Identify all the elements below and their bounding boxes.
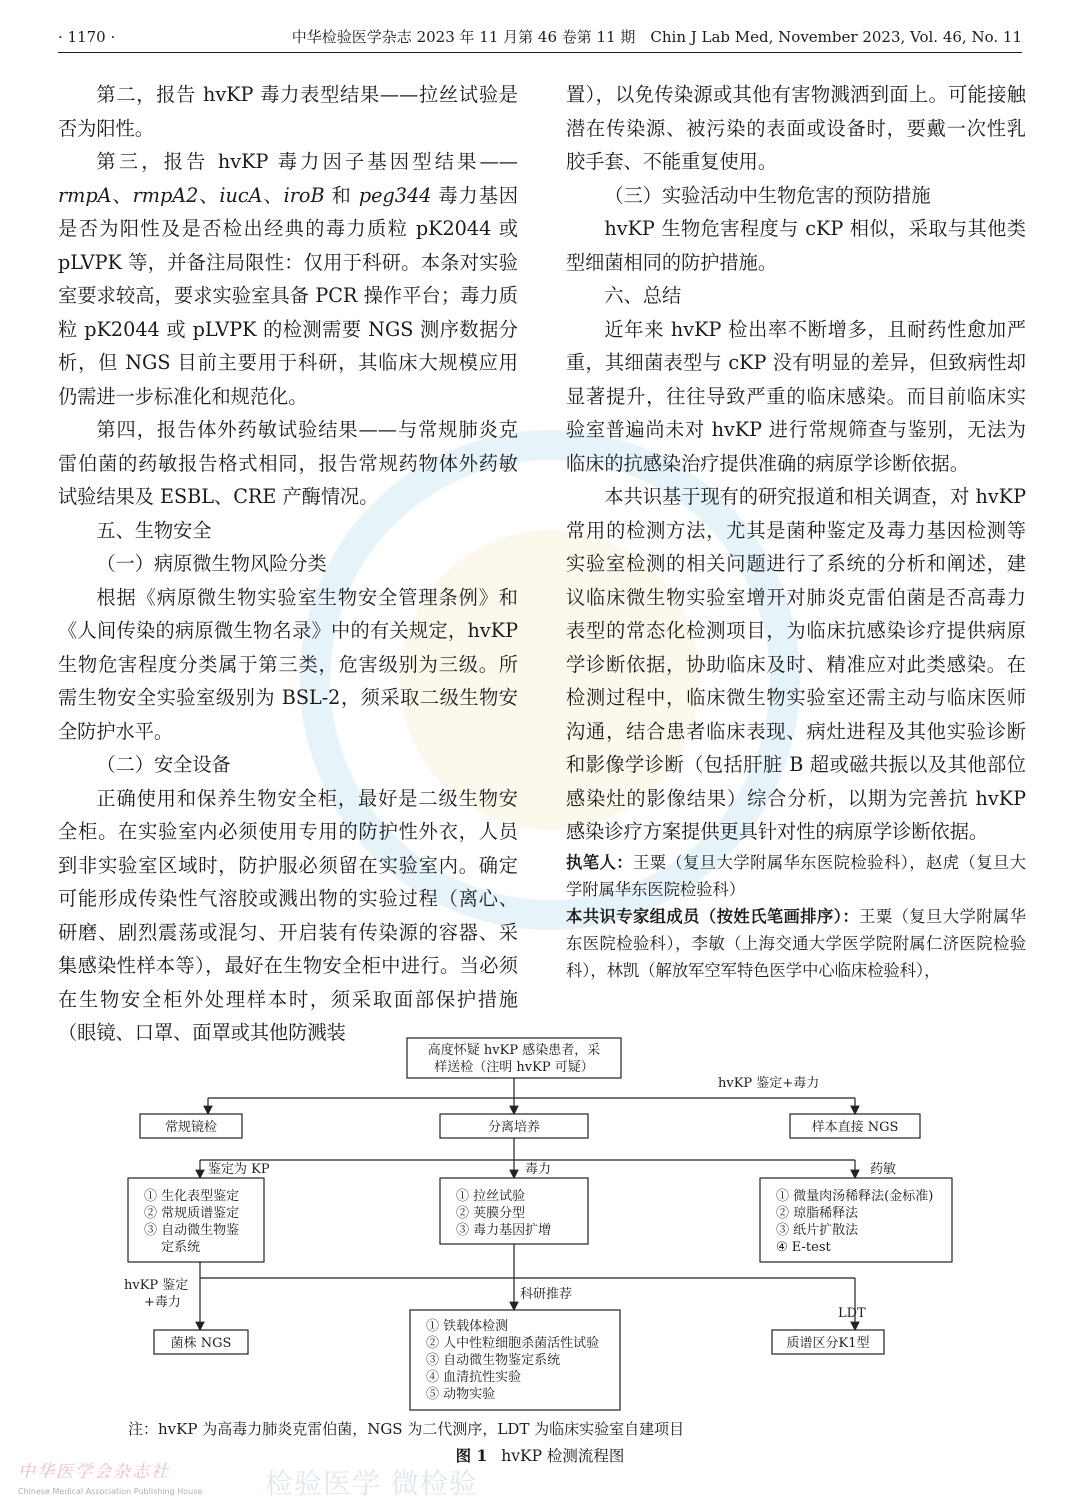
box-line: ③ 纸片扩散法 [776, 1223, 859, 1238]
box-line: ① 微量肉汤稀释法(金标准) [776, 1189, 934, 1204]
authors-credit [566, 849, 1026, 903]
paragraph: 正确使用和保养生物安全柜，最好是二级生物安全柜。在实验室内必须使用专用的防护性外衣，人员到非实验室区域时，防护服必须留在实验室内。确定可能形成传染性气溶胶或溅出物的实验过程（离心、研磨、剧烈震荡或混匀、开启装有传染源的容器、采集感染性样本等），最好在生物安全柜中进行。当必须在生物安全柜外处理样本时，须采取面部保护措施（眼镜、口罩、面罩或其他防溅装 [58, 786, 518, 1044]
box-line: ⑤ 动物实验 [426, 1387, 496, 1402]
experts-label: 本共识专家组成员（按姓氏笔画排序）： [566, 906, 860, 926]
flowchart [100, 1032, 980, 1417]
subsection-heading: （二）安全设备 [96, 753, 231, 776]
publisher-name: 中华医学会杂志社 [18, 1462, 170, 1482]
box-line: 样送检（注明 hvKP 可疑） [434, 1060, 594, 1075]
paragraph-continued: 置），以免传染源或其他有害物溅洒到面上。可能接触潜在传染源、被污染的表面或设备时，要戴一次性乳胶手套、不能重复使用。 [566, 83, 1026, 173]
gene-name: peg344 [358, 183, 432, 207]
box-line: ① 生化表型鉴定 [144, 1189, 240, 1204]
footer-watermark-text: 检验医学 微检验 [265, 1467, 478, 1500]
box-line: ② 荚膜分型 [456, 1206, 526, 1221]
running-header [58, 22, 1022, 53]
section-heading: 五、生物安全 [96, 518, 212, 542]
publisher-logo [18, 1462, 278, 1502]
box-line: ① 拉丝试验 [456, 1189, 526, 1204]
gene-name: iucA [219, 183, 263, 207]
box-line: ③ 自动微生物鉴定系统 [426, 1353, 561, 1368]
box-line: ④ E-test [776, 1240, 831, 1255]
figure-label: 图 1 [455, 1446, 488, 1465]
arrow-label: hvKP 鉴定 [124, 1278, 189, 1293]
authors-label: 执笔人： [566, 852, 633, 872]
arrow-label: 毒力 [525, 1162, 552, 1177]
experts-text: 王粟（复旦大学附属华东医院检验科），李敏（上海交通大学医学院附属仁济医院检验科），林凯（解放军空军特色医学中心临床检验科）， [566, 906, 1026, 980]
experts-credit [566, 903, 1026, 984]
section-heading: 六、总结 [604, 284, 682, 307]
arrow-label: 药敏 [870, 1162, 897, 1177]
arrow-label: 鉴定为 KP [208, 1162, 270, 1177]
left-column [58, 78, 518, 1050]
gene-name: iroB [283, 183, 325, 207]
subsection-heading: （一）病原微生物风险分类 [96, 552, 327, 575]
paragraph: 本共识基于现有的研究报道和相关调查，对 hvKP 常用的检测方法，尤其是菌种鉴定及毒力基因检测等实验室检测的相关问题进行了系统的分析和阐述，建议临床微生物实验室增开对肺炎克雷伯菌是否高毒力表型的常态化检测项目，为临床抗感染诊疗提供病原学诊断依据，协助临床及时、精准应对此类感染。在检测过程中，临床微生物实验室还需主动与临床医师沟通，结合患者临床表现、病灶进程及其他实验诊断和影像学诊断（包括肝脏 B 超或磁共振以及其他部位感染灶的影像结果）综合分析，以期为完善抗 hvKP 感染诊疗方案提供更具针对性的病原学诊断依据。 [566, 485, 1026, 843]
subsection-heading: （三）实验活动中生物危害的预防措施 [604, 183, 931, 207]
paragraph-genotype: 第三，报告 hvKP 毒力因子基因型结果——rmpA、rmpA2、iucA、iroB 和 peg344 毒力基因是否为阳性及是否检出经典的毒力质粒 pK2044 或 pLVPK 等，并备注局限性：仅用于科研。本条对实验室要求较高，要求实验室具备 PCR 操作平台；毒力质粒 pK2044 或 pLVPK 的检测需要 NGS 测序数据分析，但 NGS 目前主要用于科研，其临床大规模应用仍需进一步标准化和规范化。 [58, 150, 519, 408]
box-line: ② 人中性粒细胞杀菌活性试验 [426, 1336, 600, 1351]
box-line: 高度怀疑 hvKP 感染患者，采 [427, 1043, 601, 1058]
paragraph: 第二，报告 hvKP 毒力表型结果——拉丝试验是否为阳性。 [58, 83, 518, 140]
box-line: 定系统 [144, 1240, 201, 1255]
paragraph: hvKP 生物危害程度与 cKP 相似，采取与其他类型细菌相同的防护措施。 [566, 217, 1026, 274]
box-label: 常规镜检 [164, 1120, 218, 1135]
box-label: 菌株 NGS [170, 1336, 232, 1351]
box-line: ④ 血清抗性实验 [426, 1370, 522, 1385]
arrow-label: hvKP 鉴定+毒力 [718, 1076, 820, 1091]
paragraph: 近年来 hvKP 检出率不断增多，且耐药性愈加严重，其细菌表型与 cKP 没有明显的差异，但致病性却显著提升，往往导致严重的临床感染。而目前临床实验室普遍尚未对 hvKP 进行常规筛查与鉴别，无法为临床的抗感染治疗提供准确的病原学诊断依据。 [566, 317, 1026, 475]
box-line: ③ 毒力基因扩增 [456, 1223, 552, 1238]
box-line: ② 琼脂稀释法 [776, 1206, 859, 1221]
right-column [566, 78, 1026, 984]
box-line: ③ 自动微生物鉴 [144, 1223, 240, 1238]
journal-citation: 中华检验医学杂志 2023 年 11 月第 46 卷第 11 期 Chin J Lab Med, November 2023, Vol. 46, No. 11 [291, 28, 1022, 46]
paragraph: 第四，报告体外药敏试验结果——与常规肺炎克雷伯菌的药敏报告格式相同，报告常规药物体外药敏试验结果及 ESBL、CRE 产酶情况。 [58, 418, 518, 508]
arrow-label: LDT [838, 1306, 866, 1321]
authors-text: 王粟（复旦大学附属华东医院检验科），赵虎（复旦大学附属华东医院检验科） [566, 852, 1026, 899]
box-label: 分离培养 [487, 1120, 541, 1135]
publisher-name-en: Chinese Medical Association Publishing House [18, 1487, 203, 1496]
arrow-label: 科研推荐 [520, 1287, 573, 1302]
box-line: ① 铁载体检测 [426, 1319, 509, 1334]
paragraph: 根据《病原微生物实验室生物安全管理条例》和《人间传染的病原微生物名录》中的有关规定，hvKP 生物危害程度分类属于第三类，危害级别为三级。所需生物安全实验室级别为 BSL-2，须采取二级生物安全防护水平。 [58, 585, 518, 743]
box-line: ② 常规质谱鉴定 [144, 1206, 240, 1221]
page-number: · 1170 · [58, 28, 116, 46]
gene-name: rmpA [58, 183, 112, 207]
box-label: 样本直接 NGS [811, 1120, 899, 1135]
box-label: 质谱区分K1型 [786, 1336, 870, 1351]
arrow-label: +毒力 [144, 1295, 181, 1310]
gene-name: rmpA2 [132, 183, 199, 207]
figure-title: hvKP 检测流程图 [501, 1447, 625, 1465]
figure-note: 注：hvKP 为高毒力肺炎克雷伯菌，NGS 为二代测序，LDT 为临床实验室自建项目 [128, 1420, 685, 1438]
